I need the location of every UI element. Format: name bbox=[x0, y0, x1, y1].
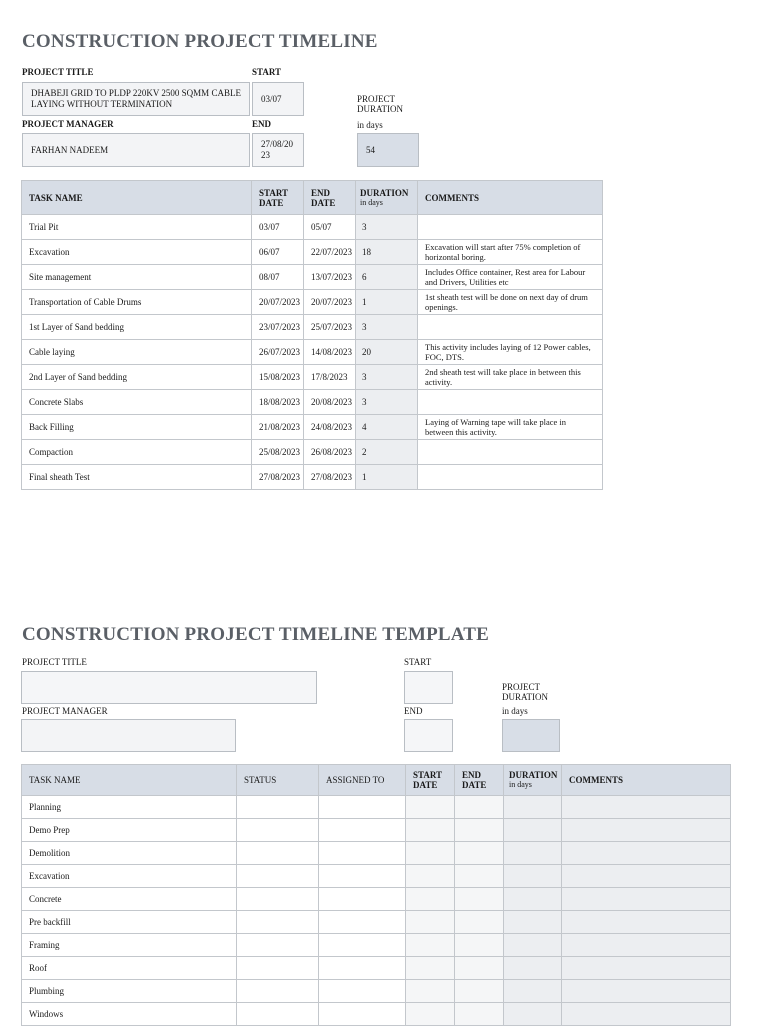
header-end-date: END DATE bbox=[304, 181, 356, 215]
timeline-table bbox=[21, 180, 603, 490]
table-row bbox=[22, 980, 731, 1003]
duration-cell[interactable] bbox=[504, 1003, 562, 1026]
status-cell[interactable] bbox=[237, 796, 319, 819]
table-row bbox=[22, 215, 603, 240]
project-title-label: PROJECT TITLE bbox=[22, 67, 94, 77]
project-manager-label: PROJECT MANAGER bbox=[22, 119, 114, 129]
comments-cell[interactable]: 1st sheath test will be done on next day of drum openings. bbox=[418, 290, 603, 315]
start-date-cell[interactable]: 18/08/2023 bbox=[252, 390, 304, 415]
start-date-cell[interactable] bbox=[406, 819, 455, 842]
task-name-cell[interactable]: Windows bbox=[22, 1003, 237, 1026]
comments-cell[interactable] bbox=[562, 957, 731, 980]
task-name-cell[interactable]: 2nd Layer of Sand bedding bbox=[22, 365, 252, 390]
project-title-field[interactable]: DHABEJI GRID TO PLDP 220KV 2500 SQMM CABLE LAYING WITHOUT TERMINATION bbox=[22, 82, 250, 116]
duration-cell[interactable] bbox=[504, 796, 562, 819]
table-row bbox=[22, 240, 603, 265]
end-date-cell[interactable] bbox=[455, 865, 504, 888]
template-header-duration-unit: in days bbox=[509, 780, 532, 789]
task-name-cell[interactable]: Cable laying bbox=[22, 340, 252, 365]
template-title: CONSTRUCTION PROJECT TIMELINE TEMPLATE bbox=[22, 624, 490, 645]
end-label: END bbox=[252, 119, 272, 129]
table-row bbox=[22, 934, 731, 957]
start-date-cell[interactable] bbox=[406, 888, 455, 911]
header-comments: COMMENTS bbox=[418, 181, 603, 215]
duration-cell[interactable]: 2 bbox=[356, 440, 418, 465]
table-row bbox=[22, 888, 731, 911]
task-name-cell[interactable]: Back Filling bbox=[22, 415, 252, 440]
comments-cell[interactable] bbox=[418, 215, 603, 240]
duration-cell[interactable]: 6 bbox=[356, 265, 418, 290]
duration-cell[interactable] bbox=[504, 934, 562, 957]
header-duration-unit: in days bbox=[360, 197, 383, 207]
header-start-date: START DATE bbox=[252, 181, 304, 215]
status-cell[interactable] bbox=[237, 980, 319, 1003]
task-name-cell[interactable]: Concrete bbox=[22, 888, 237, 911]
comments-cell[interactable] bbox=[562, 888, 731, 911]
table-row bbox=[22, 819, 731, 842]
table-row bbox=[22, 315, 603, 340]
comments-cell[interactable] bbox=[562, 865, 731, 888]
start-date-cell[interactable] bbox=[406, 842, 455, 865]
duration-cell[interactable] bbox=[504, 980, 562, 1003]
task-name-cell[interactable]: Demo Prep bbox=[22, 819, 237, 842]
table-row bbox=[22, 365, 603, 390]
comments-cell[interactable]: This activity includes laying of 12 Power cables, FOC, DTS. bbox=[418, 340, 603, 365]
assigned-to-cell[interactable] bbox=[319, 1003, 406, 1026]
page-title: CONSTRUCTION PROJECT TIMELINE bbox=[22, 31, 378, 52]
end-date-cell[interactable]: 17/8/2023 bbox=[304, 365, 356, 390]
table-row bbox=[22, 796, 731, 819]
assigned-to-cell[interactable] bbox=[319, 980, 406, 1003]
project-manager-field[interactable]: FARHAN NADEEM bbox=[22, 133, 250, 167]
task-name-cell[interactable]: Transportation of Cable Drums bbox=[22, 290, 252, 315]
start-date-cell[interactable] bbox=[406, 980, 455, 1003]
start-date-cell[interactable]: 20/07/2023 bbox=[252, 290, 304, 315]
comments-cell[interactable] bbox=[562, 980, 731, 1003]
template-duration-unit: in days bbox=[502, 706, 528, 716]
comments-cell[interactable]: Excavation will start after 75% completion of horizontal boring. bbox=[418, 240, 603, 265]
task-name-cell[interactable]: Demolition bbox=[22, 842, 237, 865]
template-duration-label: PROJECT DURATION bbox=[502, 682, 548, 702]
end-date-cell[interactable]: 05/07 bbox=[304, 215, 356, 240]
task-name-cell[interactable]: Plumbing bbox=[22, 980, 237, 1003]
table-row bbox=[22, 465, 603, 490]
table-row bbox=[22, 842, 731, 865]
task-name-cell[interactable]: Framing bbox=[22, 934, 237, 957]
duration-cell[interactable]: 1 bbox=[356, 290, 418, 315]
table-row bbox=[22, 440, 603, 465]
end-date-cell[interactable] bbox=[455, 957, 504, 980]
template-end-label: END bbox=[404, 706, 423, 716]
table-row bbox=[22, 265, 603, 290]
start-date-cell[interactable]: 23/07/2023 bbox=[252, 315, 304, 340]
start-date-cell[interactable]: 03/07 bbox=[252, 215, 304, 240]
task-name-cell[interactable]: Trial Pit bbox=[22, 215, 252, 240]
comments-cell[interactable]: 2nd sheath test will take place in between this activity. bbox=[418, 365, 603, 390]
end-date-cell[interactable] bbox=[455, 842, 504, 865]
template-duration-field[interactable] bbox=[502, 719, 560, 752]
duration-cell[interactable] bbox=[504, 911, 562, 934]
template-header-status: STATUS bbox=[237, 765, 319, 796]
comments-cell[interactable] bbox=[562, 1003, 731, 1026]
project-duration-label: PROJECT DURATION bbox=[357, 94, 403, 114]
status-cell[interactable] bbox=[237, 934, 319, 957]
start-date-cell[interactable]: 26/07/2023 bbox=[252, 340, 304, 365]
template-header-end: END DATE bbox=[455, 765, 504, 796]
duration-cell[interactable]: 1 bbox=[356, 465, 418, 490]
duration-cell[interactable]: 18 bbox=[356, 240, 418, 265]
start-date-cell[interactable] bbox=[406, 1003, 455, 1026]
assigned-to-cell[interactable] bbox=[319, 796, 406, 819]
header-duration bbox=[356, 181, 418, 215]
table-row bbox=[22, 1003, 731, 1026]
comments-cell[interactable] bbox=[562, 842, 731, 865]
start-date-field[interactable]: 03/07 bbox=[252, 82, 304, 116]
end-date-cell[interactable]: 13/07/2023 bbox=[304, 265, 356, 290]
comments-cell[interactable] bbox=[562, 911, 731, 934]
template-manager-field[interactable] bbox=[21, 719, 236, 752]
start-date-cell[interactable]: 08/07 bbox=[252, 265, 304, 290]
task-name-cell[interactable]: Site management bbox=[22, 265, 252, 290]
start-date-cell[interactable] bbox=[406, 796, 455, 819]
table-header-row bbox=[22, 181, 603, 215]
comments-cell[interactable] bbox=[418, 315, 603, 340]
template-header-comments: COMMENTS bbox=[562, 765, 731, 796]
template-header-duration bbox=[504, 765, 562, 796]
template-end-field[interactable] bbox=[404, 719, 453, 752]
end-date-cell[interactable]: 20/07/2023 bbox=[304, 290, 356, 315]
status-cell[interactable] bbox=[237, 865, 319, 888]
start-date-cell[interactable]: 21/08/2023 bbox=[252, 415, 304, 440]
end-date-field[interactable]: 27/08/2023 bbox=[252, 133, 304, 167]
template-table bbox=[21, 764, 731, 1026]
duration-cell[interactable]: 4 bbox=[356, 415, 418, 440]
end-date-cell[interactable]: 14/08/2023 bbox=[304, 340, 356, 365]
end-date-cell[interactable]: 24/08/2023 bbox=[304, 415, 356, 440]
assigned-to-cell[interactable] bbox=[319, 911, 406, 934]
comments-cell[interactable]: Laying of Warning tape will take place in between this activity. bbox=[418, 415, 603, 440]
template-header-assigned: ASSIGNED TO bbox=[319, 765, 406, 796]
end-date-cell[interactable]: 25/07/2023 bbox=[304, 315, 356, 340]
end-date-cell[interactable] bbox=[455, 980, 504, 1003]
end-date-cell[interactable] bbox=[455, 888, 504, 911]
start-date-cell[interactable] bbox=[406, 865, 455, 888]
task-name-cell[interactable]: Roof bbox=[22, 957, 237, 980]
end-date-cell[interactable]: 27/08/2023 bbox=[304, 465, 356, 490]
assigned-to-cell[interactable] bbox=[319, 865, 406, 888]
status-cell[interactable] bbox=[237, 819, 319, 842]
table-row bbox=[22, 340, 603, 365]
comments-cell[interactable] bbox=[418, 440, 603, 465]
end-date-cell[interactable] bbox=[455, 796, 504, 819]
comments-cell[interactable] bbox=[418, 390, 603, 415]
task-name-cell[interactable]: Compaction bbox=[22, 440, 252, 465]
start-date-cell[interactable]: 25/08/2023 bbox=[252, 440, 304, 465]
template-header-duration-label: DURATION bbox=[509, 770, 558, 780]
template-header-row bbox=[22, 765, 731, 796]
end-date-cell[interactable] bbox=[455, 934, 504, 957]
duration-cell[interactable]: 3 bbox=[356, 390, 418, 415]
status-cell[interactable] bbox=[237, 842, 319, 865]
table-row bbox=[22, 390, 603, 415]
duration-unit-label: in days bbox=[357, 120, 383, 130]
task-name-cell[interactable]: 1st Layer of Sand bedding bbox=[22, 315, 252, 340]
template-project-title-label: PROJECT TITLE bbox=[22, 657, 87, 667]
assigned-to-cell[interactable] bbox=[319, 934, 406, 957]
comments-cell[interactable] bbox=[418, 465, 603, 490]
comments-cell[interactable]: Includes Office container, Rest area for Labour and Drivers, Utilities etc bbox=[418, 265, 603, 290]
end-date-cell[interactable]: 20/08/2023 bbox=[304, 390, 356, 415]
duration-cell[interactable] bbox=[504, 819, 562, 842]
status-cell[interactable] bbox=[237, 957, 319, 980]
status-cell[interactable] bbox=[237, 911, 319, 934]
template-header-start: START DATE bbox=[406, 765, 455, 796]
header-task-name: TASK NAME bbox=[22, 181, 252, 215]
start-label: START bbox=[252, 67, 282, 77]
duration-cell[interactable]: 20 bbox=[356, 340, 418, 365]
template-manager-label: PROJECT MANAGER bbox=[22, 706, 108, 716]
status-cell[interactable] bbox=[237, 1003, 319, 1026]
task-name-cell[interactable]: Pre backfill bbox=[22, 911, 237, 934]
assigned-to-cell[interactable] bbox=[319, 957, 406, 980]
end-date-cell[interactable]: 22/07/2023 bbox=[304, 240, 356, 265]
end-date-cell[interactable] bbox=[455, 1003, 504, 1026]
task-name-cell[interactable]: Excavation bbox=[22, 865, 237, 888]
start-date-cell[interactable] bbox=[406, 934, 455, 957]
comments-cell[interactable] bbox=[562, 819, 731, 842]
project-duration-field[interactable]: 54 bbox=[357, 133, 419, 167]
start-date-cell[interactable]: 06/07 bbox=[252, 240, 304, 265]
table-row bbox=[22, 865, 731, 888]
assigned-to-cell[interactable] bbox=[319, 888, 406, 911]
duration-cell[interactable] bbox=[504, 865, 562, 888]
header-duration-label: DURATION bbox=[360, 187, 409, 198]
end-date-cell[interactable] bbox=[455, 911, 504, 934]
comments-cell[interactable] bbox=[562, 934, 731, 957]
start-date-cell[interactable]: 27/08/2023 bbox=[252, 465, 304, 490]
table-row bbox=[22, 957, 731, 980]
template-header-task: TASK NAME bbox=[22, 765, 237, 796]
duration-cell[interactable] bbox=[504, 842, 562, 865]
duration-cell[interactable]: 3 bbox=[356, 315, 418, 340]
comments-cell[interactable] bbox=[562, 796, 731, 819]
task-name-cell[interactable]: Concrete Slabs bbox=[22, 390, 252, 415]
duration-cell[interactable] bbox=[504, 957, 562, 980]
table-row bbox=[22, 911, 731, 934]
end-date-cell[interactable] bbox=[455, 819, 504, 842]
start-date-cell[interactable] bbox=[406, 911, 455, 934]
assigned-to-cell[interactable] bbox=[319, 842, 406, 865]
task-name-cell[interactable]: Excavation bbox=[22, 240, 252, 265]
table-row bbox=[22, 290, 603, 315]
start-date-cell[interactable]: 15/08/2023 bbox=[252, 365, 304, 390]
duration-cell[interactable]: 3 bbox=[356, 215, 418, 240]
template-start-label: START bbox=[404, 657, 432, 667]
duration-cell[interactable]: 3 bbox=[356, 365, 418, 390]
status-cell[interactable] bbox=[237, 888, 319, 911]
task-name-cell[interactable]: Final sheath Test bbox=[22, 465, 252, 490]
assigned-to-cell[interactable] bbox=[319, 819, 406, 842]
template-start-field[interactable] bbox=[404, 671, 453, 704]
duration-cell[interactable] bbox=[504, 888, 562, 911]
end-date-cell[interactable]: 26/08/2023 bbox=[304, 440, 356, 465]
start-date-cell[interactable] bbox=[406, 957, 455, 980]
table-row bbox=[22, 415, 603, 440]
template-project-title-field[interactable] bbox=[21, 671, 317, 704]
task-name-cell[interactable]: Planning bbox=[22, 796, 237, 819]
